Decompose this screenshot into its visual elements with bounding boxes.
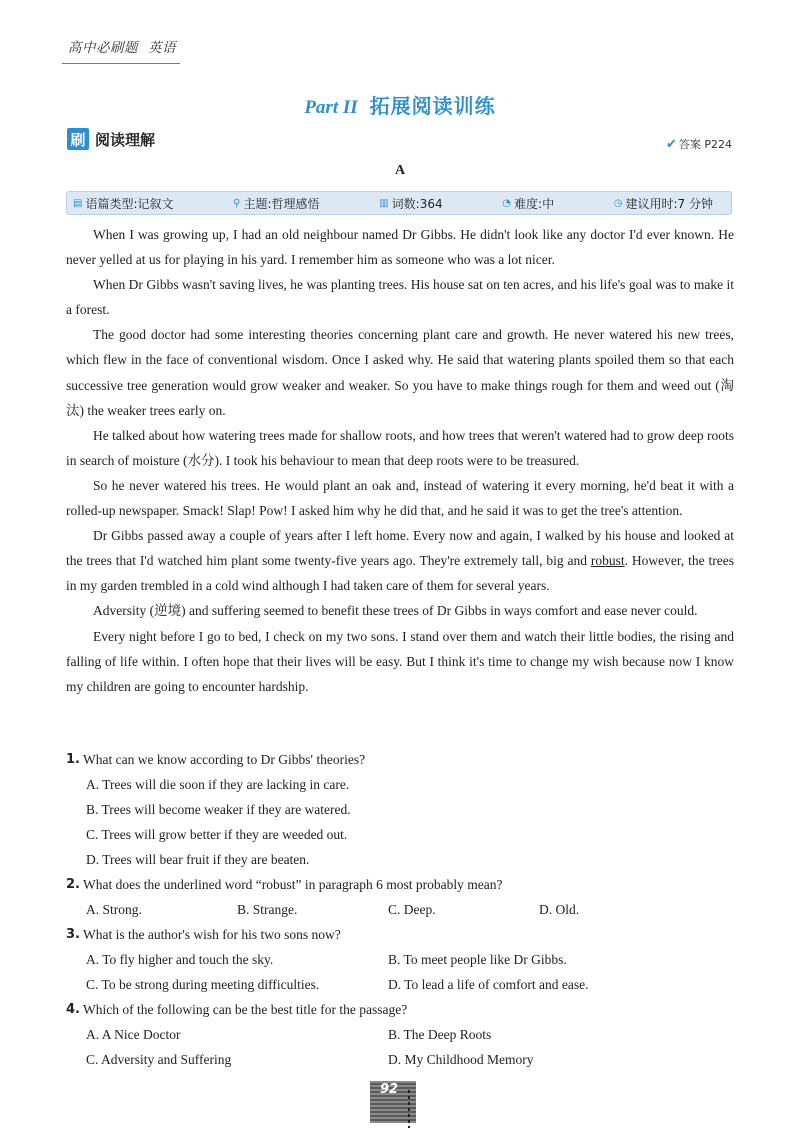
info-time-text: 建议用时:7 分钟	[625, 196, 713, 211]
question-2	[66, 872, 734, 922]
answer-page-label: 答案 P224	[678, 138, 732, 151]
option-b[interactable]: B. Strange.	[237, 901, 298, 917]
paragraph-5: So he never watered his trees. He would plant an oak and, instead of watering it every morning, he'd beat it with a rolled-up newspaper. Smack! Slap! Pow! I asked him why he did that, and he said it was to get the tree's attention.	[66, 477, 734, 519]
info-difficulty	[502, 195, 554, 212]
answer-reference	[666, 136, 732, 152]
gauge-icon: ◔	[502, 197, 512, 209]
bars-icon: ▥	[379, 197, 389, 209]
question-3	[66, 922, 734, 997]
question-number: 2.	[66, 877, 80, 892]
option-b[interactable]: B. The Deep Roots	[388, 1026, 492, 1042]
info-difficulty-text: 难度:中	[514, 196, 555, 211]
question-number: 3.	[66, 927, 80, 942]
info-word-count-text: 词数:364	[391, 196, 443, 211]
paragraph-2: When Dr Gibbs wasn't saving lives, he was planting trees. His house sat on ten acres, and his life's goal was to make it a forest.	[66, 277, 734, 318]
option-a[interactable]: A. A Nice Doctor	[86, 1026, 181, 1042]
part-title: 拓展阅读训练	[369, 94, 496, 118]
option-c[interactable]: C. Adversity and Suffering	[86, 1051, 232, 1067]
option-d[interactable]: D. To lead a life of comfort and ease.	[388, 976, 589, 992]
option-d[interactable]: D. Old.	[539, 901, 580, 917]
option-c[interactable]: C. Deep.	[388, 901, 436, 917]
info-time	[614, 195, 713, 212]
question-list	[66, 747, 734, 1072]
paragraph-6	[66, 523, 734, 598]
info-word-count	[379, 195, 442, 212]
header-rule	[62, 63, 180, 64]
option-d[interactable]: D. Trees will bear fruit if they are beaten.	[86, 851, 310, 867]
paragraph-1: When I was growing up, I had an old neighbour named Dr Gibbs. He didn't look like any doctor I'd ever known. He never yelled at us for playing in his yard. I remember him as someone who was a lot nicer.	[66, 227, 734, 268]
option-c[interactable]: C. Trees will grow better if they are weeded out.	[86, 826, 348, 842]
running-header	[68, 36, 176, 56]
part-heading	[0, 90, 800, 119]
paragraph-3: The good doctor had some interesting theories concerning plant care and growth. He never watered his new trees, which flew in the face of conventional wisdom. Once I asked why. He said that watering plants spoiled them so that each successive tree generation would grow weaker and weaker. So you have to make things rough for them and weed out (淘汰) the weaker trees early on.	[66, 327, 734, 418]
section-title: 阅读理解	[95, 130, 156, 149]
question-stem: What can we know according to Dr Gibbs' theories?	[82, 751, 366, 767]
paragraph-6-part-1: Dr Gibbs passed away a couple of years after I left home. Every now and again, I walked by his house and looked at the trees that I'd watched him plant some twenty-five years ago. They're extremely tall, big and	[66, 528, 734, 569]
brush-badge-icon: 刷	[67, 128, 89, 150]
option-a[interactable]: A. To fly higher and touch the sky.	[86, 951, 274, 967]
option-a[interactable]: A. Strong.	[86, 901, 142, 917]
paragraph-4: He talked about how watering trees made for shallow roots, and how trees that weren't watered had to grow deep roots in search of moisture (水分). I took his behaviour to mean that deep roots were to be treasured.	[66, 427, 734, 468]
option-c[interactable]: C. To be strong during meeting difficulties.	[86, 976, 320, 992]
info-topic-text: 主题:哲理感悟	[243, 196, 320, 211]
clock-icon: ◷	[613, 197, 623, 209]
question-number: 4.	[66, 1002, 80, 1017]
page-number: 92	[380, 1082, 399, 1097]
question-1	[66, 747, 734, 872]
question-number: 1.	[66, 752, 80, 767]
question-stem: Which of the following can be the best title for the passage?	[82, 1001, 408, 1017]
passage-info-bar	[66, 191, 732, 215]
passage-letter: A	[394, 163, 406, 178]
book-title: 高中必刷题	[68, 40, 138, 56]
footer-dotted-line	[408, 1090, 410, 1128]
info-genre-text: 语篇类型:记叙文	[85, 196, 174, 211]
option-b[interactable]: B. To meet people like Dr Gibbs.	[388, 951, 567, 967]
checkmark-icon: ✔	[665, 136, 677, 152]
option-a[interactable]: A. Trees will die soon if they are lacking in care.	[86, 776, 350, 792]
question-stem: What is the author's wish for his two sons now?	[82, 926, 341, 942]
paragraph-6-part-2: . However, the trees in my garden trembled in a cold wind although I had taken care of them for several years.	[66, 553, 734, 594]
info-topic	[233, 195, 319, 212]
option-d[interactable]: D. My Childhood Memory	[388, 1051, 534, 1067]
underlined-word: robust	[590, 553, 625, 569]
subject-label: 英语	[148, 40, 176, 56]
question-4	[66, 997, 734, 1072]
part-label: Part II	[304, 97, 358, 118]
magnifier-icon: ⚲	[233, 197, 241, 209]
info-genre	[73, 195, 174, 212]
reading-passage	[66, 222, 734, 699]
question-stem: What does the underlined word “robust” in paragraph 6 most probably mean?	[82, 876, 503, 892]
paragraph-8: Every night before I go to bed, I check on my two sons. I stand over them and watch their little bodies, the rising and falling of life within. I often hope that their lives will be easy. But I think it's time to change my wish because now I know my children are going to encounter hardship.	[66, 628, 734, 694]
book-icon: ▤	[73, 197, 83, 209]
option-b[interactable]: B. Trees will become weaker if they are watered.	[86, 801, 351, 817]
paragraph-7: Adversity (逆境) and suffering seemed to benefit these trees of Dr Gibbs in ways comfort and ease never could.	[93, 603, 698, 619]
section-heading	[67, 128, 155, 150]
